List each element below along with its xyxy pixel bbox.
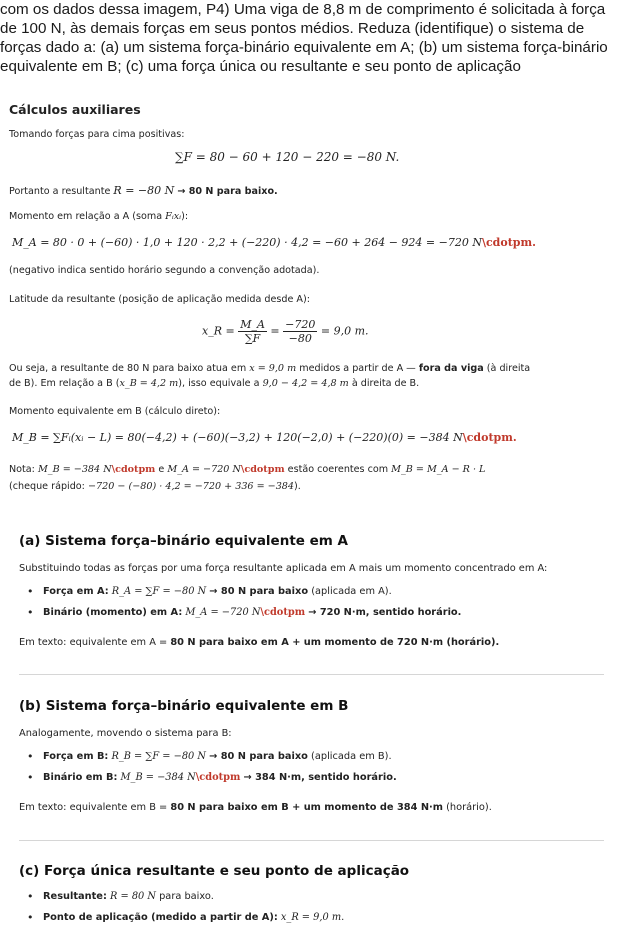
section-a-summary bbox=[19, 637, 499, 648]
result-prefix: Portanto a resultante bbox=[9, 186, 111, 197]
section-c-bullet-point bbox=[43, 912, 344, 923]
ou-seja-1bold: fora da viga bbox=[418, 363, 484, 374]
xr-fraction-2 bbox=[283, 318, 317, 345]
nota-b: estão coerentes com bbox=[287, 464, 389, 475]
section-c bbox=[19, 860, 604, 927]
question-text bbox=[0, 0, 617, 76]
b-b1-label: Força em B: bbox=[43, 751, 109, 762]
xr-rhs: = 9,0 m. bbox=[320, 324, 369, 338]
nota-line bbox=[9, 464, 485, 475]
ou-seja-1c: (à direita bbox=[486, 363, 531, 374]
moment-a-suffix: ): bbox=[181, 211, 189, 222]
b-summary-bold: 80 N para baixo em B + um momento de 384 N·m bbox=[170, 802, 443, 813]
ma-eq-body: M_A = 80 · 0 + (−60) · 1,0 + 120 · 2,2 + (−220) · 4,2 = −60 + 264 − 924 = −720 N bbox=[12, 236, 482, 249]
sum-equation: ∑F = 80 − 60 + 120 − 220 = −80 N. bbox=[175, 150, 400, 164]
question-line-3: forças dado a: (a) um sistema força-binário equivalente em A; (b) um sistema força-binário bbox=[0, 39, 608, 56]
section-a-bullet-force bbox=[43, 586, 392, 597]
ou-seja-2b: ), isso equivale a bbox=[178, 378, 260, 389]
xr-num2: −720 bbox=[285, 318, 316, 331]
question-line-1: com os dados dessa imagem, P4) Uma viga de 8,8 m de comprimento é solicitada à força bbox=[0, 1, 606, 18]
nota-r1: \cdotpm bbox=[111, 464, 156, 475]
section-b bbox=[19, 695, 604, 825]
result-line bbox=[9, 184, 278, 197]
moment-b-line: Momento equivalente em B (cálculo direto): bbox=[9, 406, 221, 417]
cheque-line bbox=[9, 481, 301, 492]
question-line-4: equivalente em B; (c) uma força única ou resultante e seu ponto de aplicação bbox=[0, 58, 521, 75]
nota-m1: M_B = −384 N bbox=[37, 464, 112, 475]
section-a bbox=[19, 530, 604, 660]
ou-seja-2a: de B). Em relação a B ( bbox=[9, 378, 120, 389]
xr-den2: −80 bbox=[288, 332, 312, 345]
section-a-bullet-moment bbox=[43, 607, 461, 618]
b-b1-tail-bold: → 80 N para baixo bbox=[209, 751, 308, 762]
c-b1-label: Resultante: bbox=[43, 891, 107, 902]
negative-note: (negativo indica sentido horário segundo a convenção adotada). bbox=[9, 265, 320, 276]
cheque-m: −720 − (−80) · 4,2 = −720 + 336 = −384 bbox=[87, 481, 295, 492]
cheque-a: (cheque rápido: bbox=[9, 481, 85, 492]
a-summary-bold: 80 N para baixo em A + um momento de 720 N·m (horário). bbox=[170, 637, 500, 648]
section-b-intro: Analogamente, movendo o sistema para B: bbox=[19, 728, 232, 739]
ma-equation bbox=[12, 236, 536, 249]
xr-num1: M_A bbox=[240, 318, 265, 331]
b-summary-c: (horário). bbox=[446, 802, 492, 813]
section-c-title: (c) Força única resultante e seu ponto de aplicação bbox=[19, 863, 410, 879]
mb-equation bbox=[12, 431, 517, 444]
mb-eq-body: M_B = ∑Fᵢ(xᵢ − L) = 80(−4,2) + (−60)(−3,2) + 120(−2,0) + (−220)(0) = −384 N bbox=[12, 431, 463, 444]
ou-seja-1b: medidos a partir de A — bbox=[299, 363, 416, 374]
nota-r2: \cdotpm bbox=[240, 464, 285, 475]
xr-fraction-1 bbox=[238, 318, 267, 345]
section-a-intro: Substituindo todas as forças por uma força resultante aplicada em A mais um momento concentrado em A: bbox=[19, 563, 548, 574]
calc-title: Cálculos auxiliares bbox=[9, 102, 141, 117]
cheque-b: ). bbox=[294, 481, 301, 492]
a-b2-red: \cdotpm bbox=[260, 607, 306, 618]
latitude-line: Latitude da resultante (posição de aplicação medida desde A): bbox=[9, 294, 310, 305]
result-math: R = −80 N bbox=[113, 184, 175, 197]
divider-1 bbox=[19, 674, 604, 675]
nota-a: Nota: bbox=[9, 464, 35, 475]
ou-seja-2m: x_B = 4,2 m bbox=[119, 378, 179, 389]
divider-2 bbox=[19, 840, 604, 841]
b-b1-tail: (aplicada em B). bbox=[311, 751, 392, 762]
c-b2-math: x_R = 9,0 m. bbox=[280, 912, 345, 923]
section-b-bullet-moment bbox=[43, 772, 397, 783]
xr-equation bbox=[202, 318, 369, 345]
section-b-bullet-force bbox=[43, 751, 392, 762]
a-b2-label: Binário (momento) em A: bbox=[43, 607, 183, 618]
ou-seja-line-2 bbox=[9, 378, 419, 389]
ou-seja-2m2: 9,0 − 4,2 = 4,8 m bbox=[262, 378, 349, 389]
b-summary-a: Em texto: equivalente em B = bbox=[19, 802, 168, 813]
xr-lhs: x_R = bbox=[202, 324, 235, 338]
b-b1-math: R_B = ∑F = −80 N bbox=[111, 751, 206, 762]
ou-seja-1a: Ou seja, a resultante de 80 N para baixo atua em bbox=[9, 363, 247, 374]
nota-m2: M_A = −720 N bbox=[167, 464, 241, 475]
xr-eq: = bbox=[270, 324, 280, 338]
a-b1-math: R_A = ∑F = −80 N bbox=[111, 586, 207, 597]
moment-a-heading bbox=[9, 211, 188, 222]
ou-seja-line-1 bbox=[9, 363, 530, 374]
nota-m3: M_B = M_A − R · L bbox=[391, 464, 486, 475]
a-b2-math: M_A = −720 N bbox=[185, 607, 261, 618]
nota-e: e bbox=[158, 464, 165, 475]
question-line-2: de 100 N, às demais forças em seus pontos médios. Reduza (identifique) o sistema de bbox=[0, 20, 585, 37]
c-b2-label: Ponto de aplicação (medido a partir de A): bbox=[43, 912, 278, 923]
result-suffix: → 80 N para baixo. bbox=[177, 186, 278, 197]
b-b2-math: M_B = −384 N bbox=[120, 772, 196, 783]
a-summary-a: Em texto: equivalente em A = bbox=[19, 637, 168, 648]
b-b2-red: \cdotpm bbox=[195, 772, 241, 783]
section-a-title: (a) Sistema força–binário equivalente em A bbox=[19, 533, 349, 549]
ou-seja-2c: à direita de B. bbox=[351, 378, 420, 389]
a-b2-tail: → 720 N·m, sentido horário. bbox=[308, 607, 462, 618]
section-c-bullet-resultant bbox=[43, 891, 214, 902]
xr-den1: ∑F bbox=[244, 332, 261, 345]
c-b1-tail: para baixo. bbox=[159, 891, 214, 902]
a-b1-label: Força em A: bbox=[43, 586, 109, 597]
a-b1-tail-bold: → 80 N para baixo bbox=[209, 586, 309, 597]
ou-seja-1m: x = 9,0 m bbox=[249, 363, 297, 374]
b-b2-tail: → 384 N·m, sentido horário. bbox=[243, 772, 397, 783]
moment-a-math: Fᵢxᵢ bbox=[165, 211, 182, 222]
section-b-summary bbox=[19, 802, 492, 813]
a-b1-tail: (aplicada em A). bbox=[311, 586, 392, 597]
c-b1-math: R = 80 N bbox=[110, 891, 156, 902]
b-b2-label: Binário em B: bbox=[43, 772, 118, 783]
calc-intro: Tomando forças para cima positivas: bbox=[9, 129, 185, 140]
moment-a-prefix: Momento em relação a A (soma bbox=[9, 211, 163, 222]
ma-eq-red: \cdotpm. bbox=[481, 236, 536, 249]
mb-eq-red: \cdotpm. bbox=[462, 431, 517, 444]
section-b-title: (b) Sistema força–binário equivalente em B bbox=[19, 698, 349, 714]
